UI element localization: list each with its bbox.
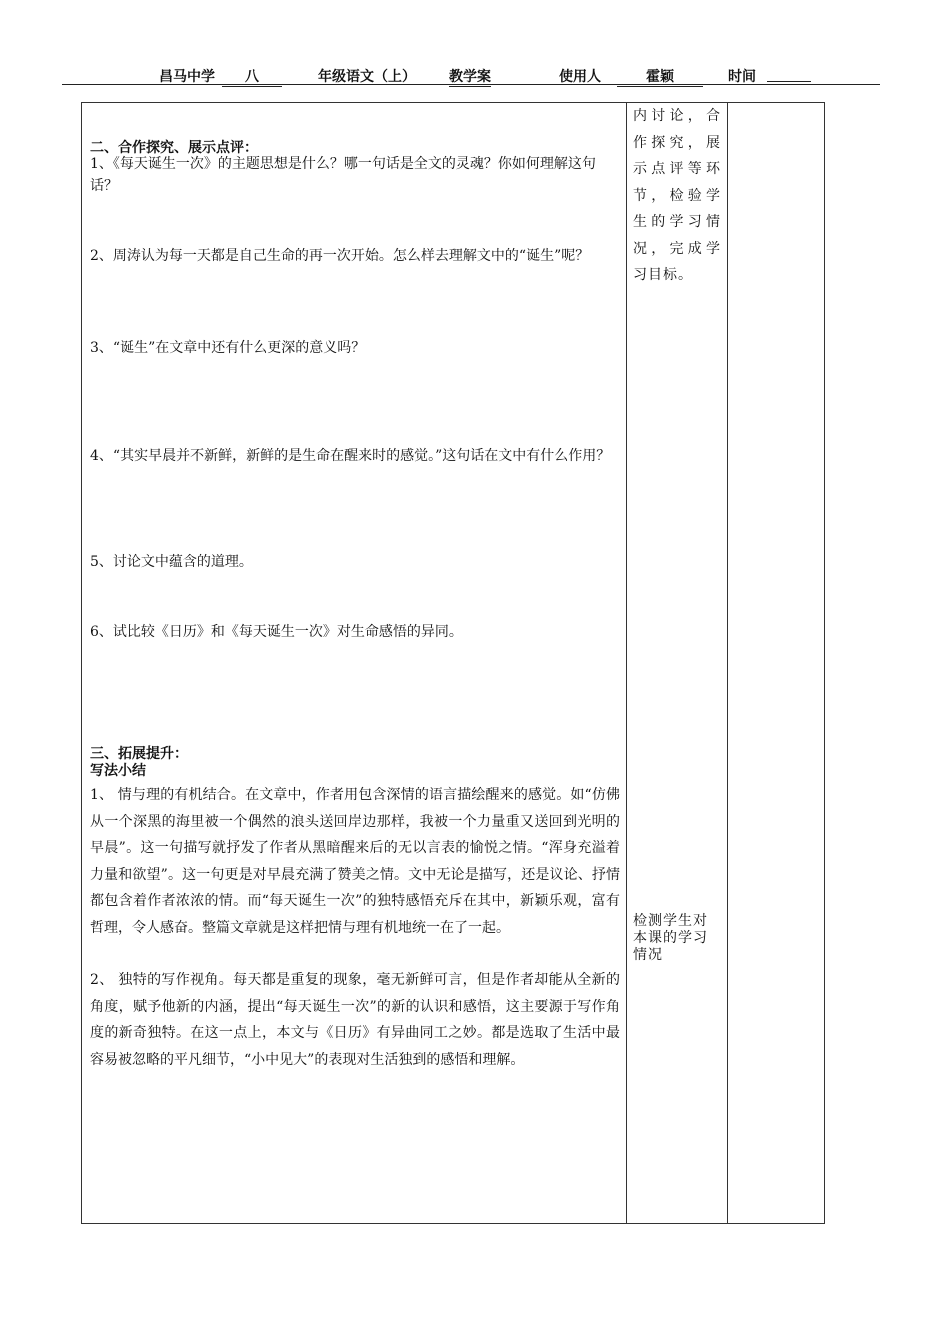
column-divider-1 (626, 103, 627, 1223)
subject-label: 年级语文（上） (318, 69, 416, 85)
side-note-assessment: 检测学生对本课的学习情况 (633, 913, 708, 963)
school-name: 昌马中学 (159, 69, 215, 85)
time-label: 时间 (728, 69, 756, 85)
user-name: 霍颖 (617, 66, 703, 87)
question-2: 2、周涛认为每一天都是自己生命的再一次开始。怎么样去理解文中的“诞生”呢？ (90, 248, 590, 264)
page-header (62, 60, 880, 85)
doc-type-value: 教学案 (449, 66, 491, 87)
lesson-table (81, 102, 825, 1224)
question-6: 6、试比较《日历》和《每天诞生一次》对生命感悟的异同。 (90, 624, 463, 640)
question-3: 3、“诞生”在文章中还有什么更深的意义吗？ (90, 340, 366, 356)
grade-field (222, 66, 282, 87)
summary-paragraph-1: 1、 情与理的有机结合。在文章中，作者用包含深情的语言描绘醒来的感觉。如“仿佛从一个深黑的海里被一个偶然的浪头送回岸边那样，我被一个力量重又送回到光明的早晨”。这一句描写就抒发了作者从黑暗醒来后的无以言表的愉悦之情。“浑身充溢着力量和欲望”。这一句更是对早晨充满了赞美之情。文中无论是描写，还是议论、抒情都包含着作者浓浓的情。而“每天诞生一次”的独特感悟充斥在其中，新颖乐观，富有哲理，令人感奋。整篇文章就是这样把情与理有机地统一在了一起。 (90, 787, 620, 936)
doc-type (449, 66, 491, 87)
time-field (767, 66, 811, 86)
question-4: 4、“其实早晨并不新鲜，新鲜的是生命在醒来时的感觉。”这句话在文中有什么作用？ (90, 448, 611, 464)
section-3-title: 三、拓展提升： (90, 746, 188, 762)
side-note-activities: 内讨论，合作探究，展示点评等环节，检验学生的学习情况，完成学习目标。 (633, 108, 721, 283)
summary-paragraph-2: 2、 独特的写作视角。每天都是重复的现象，毫无新鲜可言，但是作者却能从全新的角度，赋予他新的内涵，提出“每天诞生一次”的新的认识和感悟，这主要源于写作角度的新奇独特。在这一点上，本文与《日历》有异曲同工之妙。都是选取了生活中最容易被忽略的平凡细节，“小中见大”的表现对生活独到的感悟和理解。 (90, 972, 620, 1068)
question-5: 5、讨论文中蕴含的道理。 (90, 554, 253, 570)
question-1: 1、《每天诞生一次》的主题思想是什么？哪一句话是全文的灵魂？你如何理解这句话？ (90, 156, 596, 194)
user-field (617, 66, 703, 87)
summary-title: 写法小结 (90, 763, 146, 779)
column-divider-2 (727, 103, 728, 1223)
section-2-title: 二、合作探究、展示点评： (90, 140, 258, 156)
user-label: 使用人 (559, 69, 601, 85)
time-blank (767, 66, 811, 82)
grade-value: 八 (222, 66, 282, 87)
